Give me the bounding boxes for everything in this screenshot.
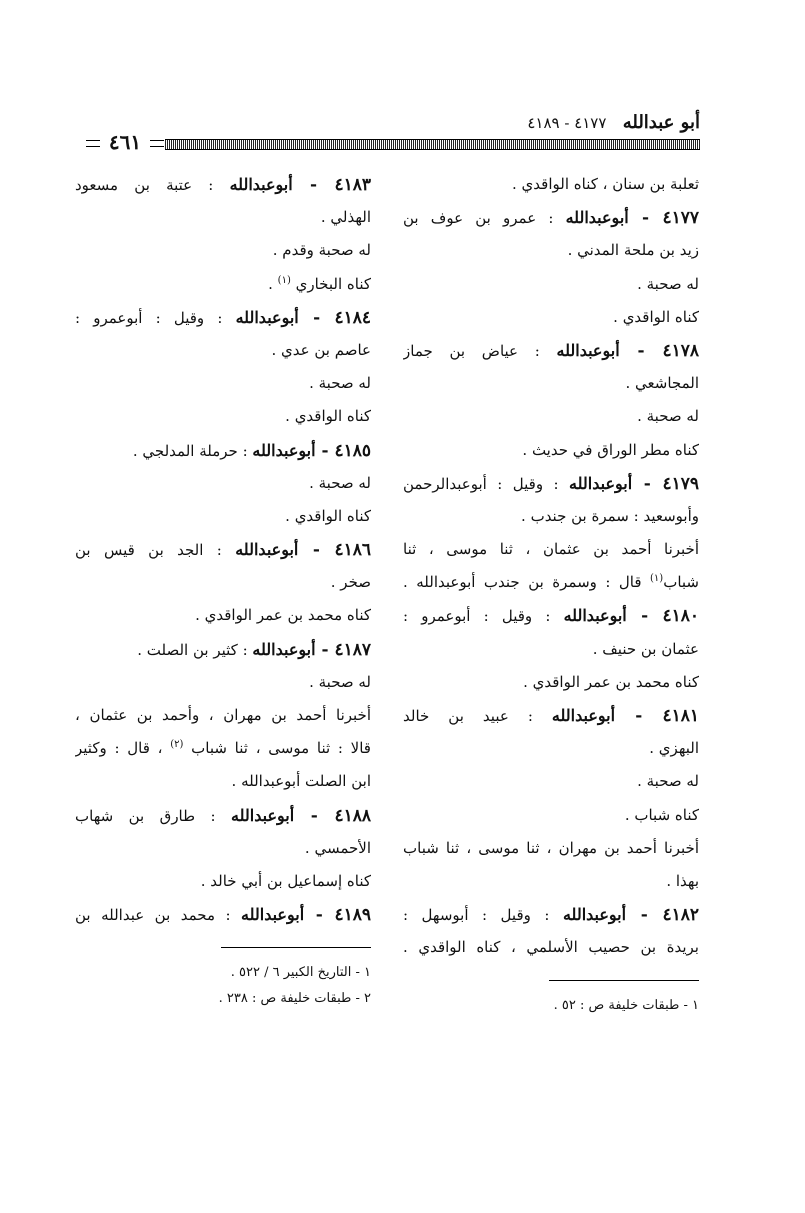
kunya-label: أبوعبدالله [241,905,305,925]
entry-range: ٤١٧٧ - ٤١٨٩ [527,114,607,132]
footnote-marker: (١) [650,573,664,585]
text-line: ٤١٨٧ - أبوعبدالله : كثير بن الصلت . [137,639,371,660]
footnote: ١ - التاريخ الكبير ٦ / ٥٢٢ . [230,965,371,980]
entry-number: ٤١٨٥ - [315,440,371,461]
text-line: كناه البخاري $^{(١)}$ . [268,274,371,293]
text-line: ٤١٨٩ - أبوعبدالله : محمد بن عبدالله بن [75,905,371,926]
text-line: له صحبة وقدم . [272,241,371,260]
text-line: بهذا . [666,871,699,890]
text-line: له صحبة . [309,374,371,393]
text-line: له صحبة . [309,672,371,691]
footnote-marker: (٢) [170,739,184,751]
text-line: زيد بن ملحة المدني . [567,241,699,260]
text-line: المجاشعي . [625,374,699,393]
left-footnotes [75,947,371,1012]
text-line: ٤١٨٠ - أبوعبدالله : وقيل : أبوعمرو : [403,606,699,627]
text-line: ٤١٨٦ - أبوعبدالله : الجد بن قيس بن [75,540,371,561]
kunya-label: أبوعبدالله [229,175,293,194]
text-line: أخبرنا أحمد بن مهران ، وأحمد بن عثمان ، [75,706,371,724]
text-line: قالا : ثنا موسى ، ثنا شباب $^{(٢)}$ ، قال : وكثير [75,739,371,758]
text-line: أخبرنا أحمد بن عثمان ، ثنا موسى ، ثنا [403,540,699,559]
text-line: كناه مطر الوراق في حديث . [522,440,699,459]
entry-number: ٤١٨١ - [615,706,699,726]
text-line: كناه شباب . [624,805,699,824]
text-line: ٤١٨٥ - أبوعبدالله : حرملة المدلجي . [132,440,371,461]
text-line: له صحبة . [637,274,699,293]
text-line: بريدة بن حصيب الأسلمي ، كناه الواقدي . [403,938,699,957]
text-line: له صحبة . [637,407,699,426]
text-line: عثمان بن حنيف . [592,639,699,658]
text-line: عاصم بن عدي . [271,340,371,359]
kunya-label: أبوعبدالله [235,540,299,560]
text-line: ٤١٨٨ - أبوعبدالله : طارق بن شهاب [75,805,371,826]
text-line: صخر . [330,573,371,592]
text-line: ٤١٨٤ - أبوعبدالله : وقيل : أبوعمرو : [75,307,371,328]
text-line: البهزي . [649,739,699,758]
kunya-label: أبوعبدالله [556,340,620,360]
kunya-label: أبوعبدالله [231,805,295,825]
kunya-label: أبوعبدالله [569,473,633,493]
page-header [90,112,700,158]
header-rule [165,139,700,150]
text-line: ثعلبة بن سنان ، كناه الواقدي . [512,175,699,193]
running-title [527,112,700,133]
text-line: كناه إسماعيل بن أبي خالد . [200,871,371,890]
kunya-label: أبوعبدالله [252,639,316,659]
entry-number: ٤١٧٩ - [632,473,699,494]
running-title-text: أبو عبدالله [622,112,700,133]
left-column [75,168,371,931]
footnote-marker: (١) [277,274,291,286]
footnote: ١ - طبقات خليفة ص : ٥٢ . [553,998,699,1013]
footnote-rule [221,947,371,948]
text-line: كناه محمد بن عمر الواقدي . [195,606,371,625]
text-line: الهذلي . [320,208,371,227]
text-line: ٤١٨١ - أبوعبدالله : عبيد بن خالد [403,706,699,726]
kunya-label: أبوعبدالله [565,208,629,228]
kunya-label: أبوعبدالله [252,440,316,460]
entry-number: ٤١٨٣ - [292,175,371,195]
text-line: كناه الواقدي . [613,307,699,326]
entry-number: ٤١٨٢ - [626,905,699,926]
text-line: ٤١٧٩ - أبوعبدالله : وقيل : أبوعبدالرحمن [403,473,699,494]
text-line: أخبرنا أحمد بن مهران ، ثنا موسى ، ثنا شباب [403,838,699,857]
entry-number: ٤١٨٠ - [626,606,699,627]
text-line: ٤١٨٣ - أبوعبدالله : عتبة بن مسعود [75,175,371,195]
right-footnotes [403,980,699,1019]
entry-number: ٤١٨٧ - [315,639,371,660]
entry-number: ٤١٨٤ - [298,307,371,328]
text-line: له صحبة . [309,473,371,492]
kunya-label: أبوعبدالله [551,706,616,725]
text-line: شباب$^{(١)}$ قال : وسمرة بن جندب أبوعبدالله . [403,573,699,592]
page-number: ٤٦١ [90,130,160,154]
footnote: ٢ - طبقات خليفة ص : ٢٣٨ . [218,991,371,1006]
kunya-label: أبوعبدالله [562,905,627,925]
text-line: كناه الواقدي . [285,506,371,525]
right-column [403,168,699,965]
text-line: ابن الصلت أبوعبدالله . [231,772,371,791]
entry-number: ٤١٨٦ - [298,540,371,561]
text-line: وأبوسعيد : سمرة بن جندب . [521,506,699,525]
footnote-rule [549,980,699,981]
text-line: ٤١٧٧ - أبوعبدالله : عمرو بن عوف بن [403,208,699,229]
entry-number: ٤١٧٨ - [619,340,699,361]
text-line: له صحبة . [637,772,699,791]
text-line: ٤١٧٨ - أبوعبدالله : عياض بن جماز [403,340,699,361]
text-line: ٤١٨٢ - أبوعبدالله : وقيل : أبوسهل : [403,905,699,926]
entry-number: ٤١٨٨ - [294,805,371,826]
entry-number: ٤١٧٧ - [628,208,699,229]
text-line: كناه محمد بن عمر الواقدي . [523,672,699,691]
kunya-label: أبوعبدالله [235,307,299,327]
kunya-label: أبوعبدالله [563,606,627,626]
entry-number: ٤١٨٩ - [304,905,371,926]
text-line: كناه الواقدي . [285,407,371,426]
text-line: الأحمسي . [304,838,371,857]
